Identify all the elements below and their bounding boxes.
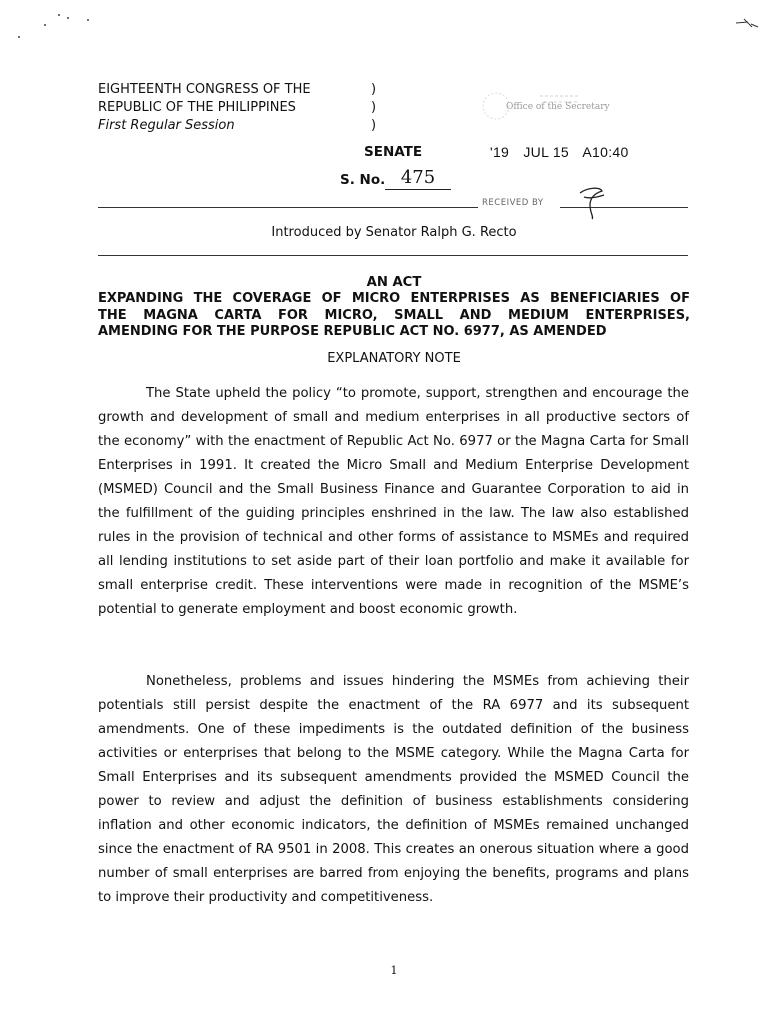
- session-label: First Regular Session: [98, 118, 235, 133]
- congress-line-2: REPUBLIC OF THE PHILIPPINES: [98, 100, 296, 115]
- explanatory-note-heading-text: EXPLANATORY NOTE: [327, 351, 461, 366]
- stamp-office-text: Office of the Secretary: [506, 102, 610, 112]
- scan-speck: [18, 36, 20, 38]
- received-date-stamp: [490, 144, 639, 160]
- corner-pen-mark: [734, 16, 760, 30]
- stamp-month-day: JUL 15: [523, 144, 569, 160]
- scan-speck: [44, 24, 46, 26]
- bill-number-label: S. No.: [340, 172, 386, 188]
- congress-header: [98, 81, 311, 135]
- paren: ): [371, 118, 377, 133]
- introduced-by-text: Introduced by Senator Ralph G. Recto: [271, 225, 517, 240]
- introduced-by: [0, 225, 768, 240]
- act-title-line: AMENDING FOR THE PURPOSE REPUBLIC ACT NO. 6977, AS AMENDED: [98, 324, 607, 339]
- stamp-year: '19: [490, 144, 510, 160]
- page-number: [0, 964, 768, 977]
- body-paragraph: Nonetheless, problems and issues hindering the MSMEs from achieving their potentials still persist despite the enactment of the RA 6977 and its subsequent amendments. One of these impediments is the outdated definition of the business activities or enterprises that belong to the MSME category. While the Magna Carta for Small Enterprises and its subsequent amendments provided the MSMED Council the power to review and adjust the definition of business establishments considering inflation and other economic indicators, the definition of MSMEs remained unchanged since the enactment of RA 9501 in 2008. This creates an onerous situation where a good number of small enterprises are barred from enjoying the benefits, programs and plans to improve their productivity and competitiveness.: [98, 674, 689, 905]
- act-title: [98, 291, 690, 341]
- act-title-line: THE MAGNA CARTA FOR MICRO, SMALL AND MEDIUM ENTERPRISES,: [98, 307, 690, 323]
- body-paragraph: The State upheld the policy “to promote, support, strengthen and encourage the growth and development of small and medium enterprises in all productive sectors of the economy” with the enactment of Republic Act No. 6977 or the Magna Carta for Small Enterprises in 1991. It created the Micro Small and Medium Enterprise Development (MSMED) Council and the Small Business Finance and Guarantee Corporation to aid in the fulfillment of the guiding principles enshrined in the law. The law also established rules in the provision of technical and other forms of assistance to MSMEs and required all lending institutions to set aside part of their loan portfolio and make it available for small enterprise credit. These interventions were made in recognition of the MSME’s potential to generate employment and boost economic growth.: [98, 386, 689, 617]
- chamber-label: SENATE: [364, 144, 423, 160]
- paren: ): [371, 100, 377, 115]
- header-parentheses: [371, 81, 376, 135]
- act-title-line: EXPANDING THE COVERAGE OF MICRO ENTERPRISES AS BENEFICIARIES OF: [98, 291, 690, 306]
- explanatory-note-heading: [0, 351, 768, 366]
- stamp-time: A10:40: [582, 144, 629, 160]
- act-heading: AN ACT: [366, 275, 422, 290]
- bill-number: 475: [385, 167, 451, 190]
- scan-speck: [87, 19, 89, 21]
- scan-speck: [58, 14, 60, 16]
- page-number-text: 1: [390, 964, 398, 977]
- paren: ): [371, 82, 377, 97]
- divider-line: [98, 207, 478, 208]
- divider-line: [98, 255, 688, 256]
- scan-speck: [67, 17, 69, 19]
- congress-line-1: EIGHTEENTH CONGRESS OF THE: [98, 82, 311, 97]
- handwritten-initial: [572, 183, 612, 223]
- received-by-stamp: RECEIVED BY: [482, 198, 544, 208]
